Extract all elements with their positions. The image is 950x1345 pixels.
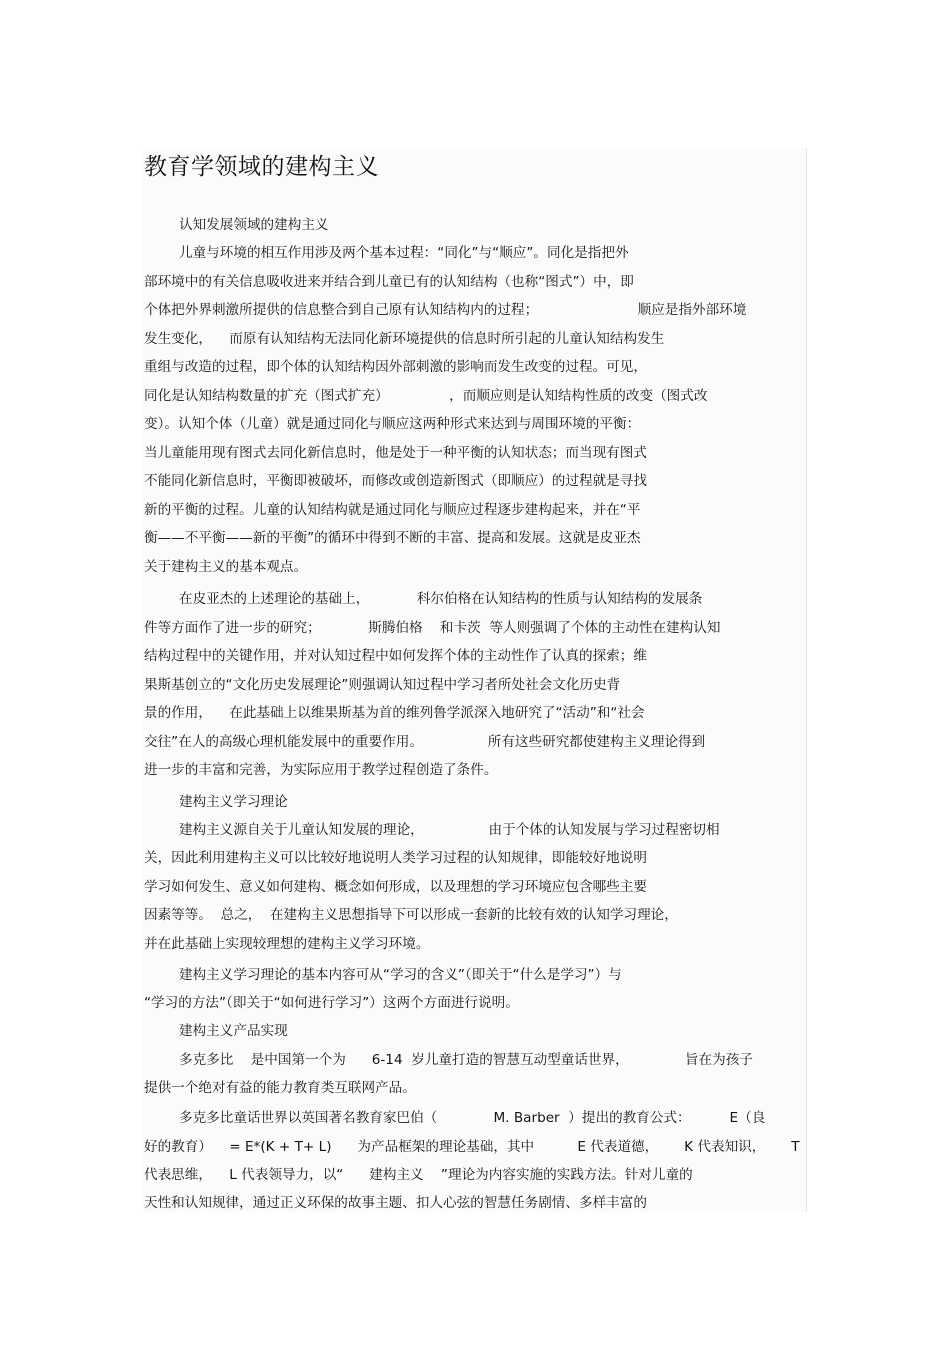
text-line: 新的平衡的过程。儿童的认知结构就是通过同化与顺应过程逐步建构起来，并在“平: [144, 502, 641, 518]
text-line: “学习的方法”（即关于“如何进行学习”）这两个方面进行说明。: [144, 995, 519, 1011]
text-line: 变）。认知个体（儿童）就是通过同化与顺应这两种形式来达到与周围环境的平衡：: [144, 416, 641, 432]
text-line: 重组与改造的过程，即个体的认知结构因外部刺激的影响而发生改变的过程。可见，: [144, 359, 647, 375]
text-line: 因素等等。 总之， 在建构主义思想指导下可以形成一套新的比较有效的认知学习理论，: [144, 907, 678, 923]
text-line: 个体把外界刺激所提供的信息整合到自己原有认知结构内的过程； 顺应是指外部环境: [144, 302, 747, 318]
text-line: 当儿童能用现有图式去同化新信息时，他是处于一种平衡的认知状态；而当现有图式: [144, 445, 647, 461]
text-line: 儿童与环境的相互作用涉及两个基本过程：“同化”与“顺应”。同化是指把外: [179, 245, 629, 261]
text-line: 发生变化， 而原有认知结构无法同化新环境提供的信息时所引起的儿童认知结构发生: [144, 331, 665, 347]
text-line: 建构主义学习理论的基本内容可从“学习的含义”（即关于“什么是学习”）与: [179, 967, 622, 983]
text-line: 好的教育） = E*(K + T+ L) 为产品框架的理论基础，其中 E 代表道德， K 代表知识， T: [144, 1139, 800, 1155]
text-line: 不能同化新信息时，平衡即被破坏，而修改或创造新图式（即顺应）的过程就是寻找: [144, 473, 647, 489]
text-line: 多克多比 是中国第一个为 6-14 岁儿童打造的智慧互动型童话世界， 旨在为孩子: [179, 1052, 753, 1068]
text-line: 同化是认知结构数量的扩充（图式扩充） ，而顺应则是认知结构性质的改变（图式改: [144, 388, 708, 404]
text-line: 并在此基础上实现较理想的建构主义学习环境。: [144, 936, 430, 952]
text-line: 认知发展领域的建构主义: [179, 217, 329, 233]
text-line: 多克多比童话世界以英国著名教育家巴伯（ M. Barber ）提出的教育公式： E（良: [179, 1110, 766, 1126]
text-line: 部环境中的有关信息吸收进来并结合到儿童已有的认知结构（也称“图式”）中，即: [144, 274, 634, 290]
text-line: 建构主义学习理论: [179, 794, 288, 810]
text-line: 提供一个绝对有益的能力教育类互联网产品。: [144, 1080, 416, 1096]
text-line: 衡——不平衡——新的平衡”的循环中得到不断的丰富、提高和发展。这就是皮亚杰: [144, 530, 641, 546]
text-line: 建构主义产品实现: [179, 1023, 288, 1039]
text-line: 关，因此利用建构主义可以比较好地说明人类学习过程的认知规律，即能较好地说明: [144, 850, 647, 866]
text-line: 关于建构主义的基本观点。: [144, 559, 308, 575]
document-title: 教育学领域的建构主义: [144, 154, 379, 180]
text-line: 建构主义源自关于儿童认知发展的理论， 由于个体的认知发展与学习过程密切相: [179, 822, 720, 838]
text-line: 交往”在人的高级心理机能发展中的重要作用。 所有这些研究都使建构主义理论得到: [144, 734, 706, 750]
text-line: 在皮亚杰的上述理论的基础上， 科尔伯格在认知结构的性质与认知结构的发展条: [179, 591, 703, 607]
text-line: 件等方面作了进一步的研究； 斯腾伯格 和卡茨 等人则强调了个体的主动性在建构认知: [144, 620, 721, 636]
text-line: 果斯基创立的“文化历史发展理论”则强调认知过程中学习者所处社会文化历史背: [144, 677, 621, 693]
text-line: 学习如何发生、意义如何建构、概念如何形成，以及理想的学习环境应包含哪些主要: [144, 879, 647, 895]
text-line: 景的作用， 在此基础上以维果斯基为首的维列鲁学派深入地研究了“活动”和“社会: [144, 705, 645, 721]
text-line: 代表思维， L 代表领导力，以“ 建构主义 ”理论为内容实施的实践方法。针对儿童的: [144, 1167, 693, 1183]
text-line: 结构过程中的关键作用，并对认知过程中如何发挥个体的主动性作了认真的探索；维: [144, 648, 647, 664]
text-line: 进一步的丰富和完善，为实际应用于教学过程创造了条件。: [144, 762, 498, 778]
text-line: 天性和认知规律，通过正义环保的故事主题、扣人心弦的智慧任务剧情、多样丰富的: [144, 1195, 647, 1211]
